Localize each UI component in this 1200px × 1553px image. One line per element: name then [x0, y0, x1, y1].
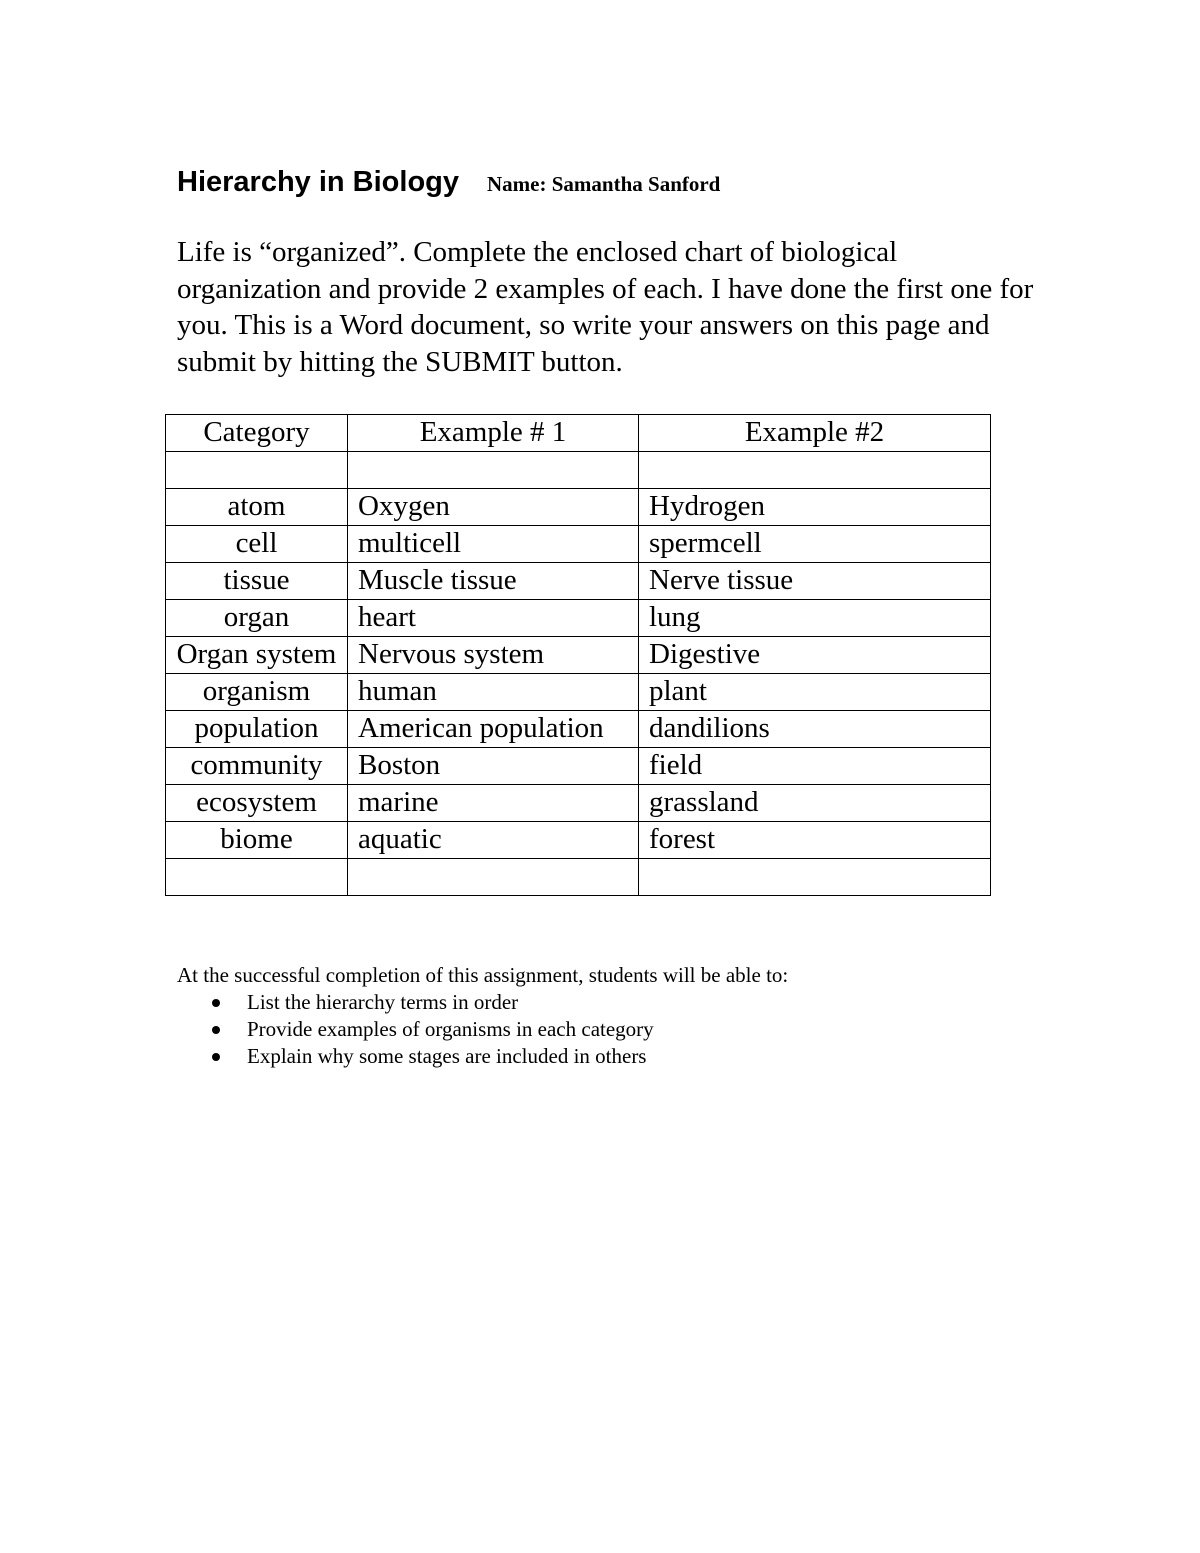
- category-cell: biome: [166, 822, 348, 859]
- example-cell: plant: [639, 674, 991, 711]
- table-row: [166, 526, 991, 563]
- category-cell: [166, 859, 348, 896]
- example-cell: spermcell: [639, 526, 991, 563]
- learning-outcomes: [177, 962, 788, 1070]
- example-cell: Boston: [348, 748, 639, 785]
- example-cell: Nerve tissue: [639, 563, 991, 600]
- category-cell: Organ system: [166, 637, 348, 674]
- bullet-icon: [212, 1053, 220, 1061]
- column-header-category: Category: [166, 415, 348, 452]
- list-item: List the hierarchy terms in order: [177, 989, 788, 1016]
- category-cell: [166, 452, 348, 489]
- example-cell: American population: [348, 711, 639, 748]
- document-title: Hierarchy in Biology: [177, 166, 460, 198]
- category-cell: ecosystem: [166, 785, 348, 822]
- example-cell: Oxygen: [348, 489, 639, 526]
- example-cell: [348, 452, 639, 489]
- category-cell: population: [166, 711, 348, 748]
- table-row: [166, 859, 991, 896]
- category-cell: cell: [166, 526, 348, 563]
- example-cell: marine: [348, 785, 639, 822]
- example-cell: lung: [639, 600, 991, 637]
- table-row: [166, 563, 991, 600]
- example-cell: Muscle tissue: [348, 563, 639, 600]
- list-item: Provide examples of organisms in each category: [177, 1016, 788, 1043]
- example-cell: heart: [348, 600, 639, 637]
- category-cell: atom: [166, 489, 348, 526]
- example-cell: Nervous system: [348, 637, 639, 674]
- list-item: Explain why some stages are included in others: [177, 1043, 788, 1070]
- example-cell: [348, 859, 639, 896]
- example-cell: [639, 859, 991, 896]
- category-cell: organism: [166, 674, 348, 711]
- table-row: [166, 785, 991, 822]
- instructions-paragraph: Life is “organized”. Complete the enclosed chart of biological organization and provide 2 examples of each. I have done the first one for you. This is a Word document, so write your answers on this page and submit by hitting the SUBMIT button.: [177, 236, 1034, 378]
- example-cell: dandilions: [639, 711, 991, 748]
- hierarchy-table: [165, 414, 991, 896]
- student-name: Name: Samantha Sanford: [487, 172, 721, 196]
- category-cell: organ: [166, 600, 348, 637]
- table-header-row: [166, 415, 991, 452]
- bullet-icon: [212, 999, 220, 1007]
- example-cell: [639, 452, 991, 489]
- bullet-icon: [212, 1026, 220, 1034]
- example-cell: forest: [639, 822, 991, 859]
- example-cell: multicell: [348, 526, 639, 563]
- table-row: [166, 674, 991, 711]
- example-cell: Hydrogen: [639, 489, 991, 526]
- example-cell: Digestive: [639, 637, 991, 674]
- example-cell: aquatic: [348, 822, 639, 859]
- table-row: [166, 452, 991, 489]
- column-header-example-1: Example # 1: [348, 415, 639, 452]
- table-row: [166, 600, 991, 637]
- table-row: [166, 748, 991, 785]
- outcomes-list: [177, 989, 788, 1070]
- category-cell: tissue: [166, 563, 348, 600]
- example-cell: human: [348, 674, 639, 711]
- table-row: [166, 711, 991, 748]
- category-cell: community: [166, 748, 348, 785]
- table-row: [166, 822, 991, 859]
- title-line: [177, 166, 720, 199]
- example-cell: field: [639, 748, 991, 785]
- table-row: [166, 637, 991, 674]
- table-row: [166, 489, 991, 526]
- outcomes-intro: At the successful completion of this assignment, students will be able to:: [177, 963, 789, 987]
- example-cell: grassland: [639, 785, 991, 822]
- column-header-example-2: Example #2: [639, 415, 991, 452]
